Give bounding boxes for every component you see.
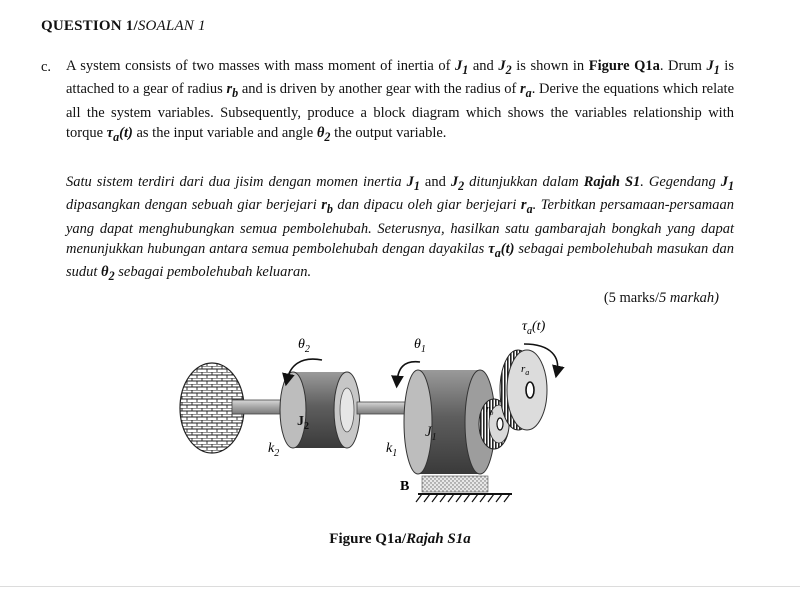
tau-label: $\tau_a(t)$ — [522, 319, 546, 337]
damper-b — [422, 476, 488, 492]
question-title: QUESTION 1/SOALAN 1 — [41, 18, 206, 34]
question-text-english: A system consists of two masses with mass moment of inertia of $J_1$ and $J_2$ is shown in Figure Q1a. Drum $J_1$ is attached to a gear of radius $r_b$ and is driven by another gear with the radius of $r_a$. Derive the equations which relate all the system variables. Subsequently, produce a block diagram which shows the variables relationship with torque $\tau_a(t)$ as the input variable and angle $\theta_2$ the output variable. — [66, 58, 735, 144]
question-text-malay: Satu sistem terdiri dari dua jisim dengan momen inertia $J_1$ and $J_2$ ditunjukkan dalam Rajah S1. Gegendang $J_1$ dipasangkan dengan sebuah giar berjejari $r_b$ dan dipacu oleh giar berjejari $r_a$. Terbitkan persamaan-persamaan yang dapat menghubungkan semua pembolehubah. Seterusnya, hasilkan satu gambarajah bongkah yang dapat menunjukkan hubungan antara semua pembolehubah dengan dayakilas $\tau_a(t)$ sebagai pembolehubah masukan dan sudut $\theta_2$ sebagai pembolehubah keluaran. — [66, 174, 735, 283]
ground-icon — [416, 494, 512, 502]
divider — [0, 586, 800, 587]
k1-label: $k_1$ — [386, 441, 398, 459]
part-label: c. — [41, 59, 52, 75]
gear-ra — [500, 350, 547, 430]
b-label: B — [400, 479, 410, 494]
figure-caption: Figure Q1a/Rajah S1a — [329, 531, 471, 547]
marks-label: (5 marks/5 markah) — [603, 290, 719, 306]
j2-label: $J_2$ — [297, 414, 309, 432]
drum-j2 — [280, 372, 360, 448]
theta1-label: $\theta_1$ — [414, 337, 426, 355]
j1-label: $J_1$ — [425, 424, 437, 443]
ra-label: $r_a$ — [521, 363, 530, 377]
theta2-label: $\theta_2$ — [298, 337, 310, 355]
rb-label: $r_b$ — [486, 404, 494, 417]
k2-label: $k_2$ — [268, 441, 280, 459]
